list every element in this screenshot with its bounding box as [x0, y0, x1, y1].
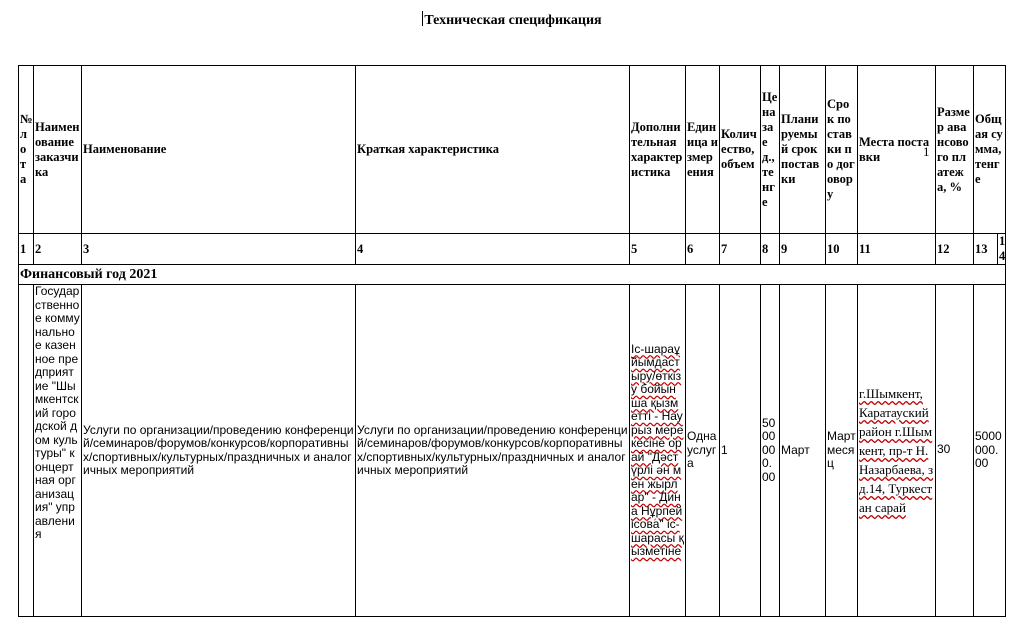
- cell-total: 5000000.00: [974, 285, 1006, 617]
- cell-place: [858, 285, 936, 617]
- column-number: 11: [858, 234, 936, 265]
- cell-unit-price: 5000000.00: [761, 285, 780, 617]
- cell-lot-empty: [19, 285, 34, 617]
- col-header-contract-term: Срок поставки по договору: [826, 66, 858, 234]
- column-number: 14: [999, 234, 1006, 263]
- col-header-unit-price: Цена за ед., тенге: [761, 66, 780, 234]
- column-number: 12: [936, 234, 974, 265]
- column-number: 6: [686, 234, 720, 265]
- advance-value: 30: [937, 441, 951, 456]
- cell-quantity: 1: [720, 285, 761, 617]
- place-text: г.Шымкент, Каратауский район г.Шымкент, пр-т Н.Назарбаева, зд.14, Туркестан сарай: [859, 386, 934, 515]
- lot-number: 1: [923, 144, 930, 159]
- column-number: 4: [356, 234, 630, 265]
- column-number: 1: [19, 234, 34, 265]
- table-row: [19, 285, 1006, 617]
- document-title: Техническая спецификация: [424, 13, 602, 28]
- column-number-row: [19, 234, 1006, 265]
- specification-table: [18, 65, 1006, 617]
- cell-planned-term: Март: [780, 285, 826, 617]
- col-header-place: Места поставки: [858, 66, 936, 234]
- column-number: 2: [34, 234, 82, 265]
- cell-contract-term: Март месяц: [826, 285, 858, 617]
- col-header-name: Наименование: [82, 66, 356, 234]
- column-number: 5: [630, 234, 686, 265]
- cell-customer: Государственное коммунальное казенное предприятие "Шымкентский городской дом культуры" концертная организация" управления: [34, 285, 82, 617]
- column-number: 7: [720, 234, 761, 265]
- col-header-total: Общая сумма, тенге: [974, 66, 1006, 234]
- fiscal-year-label: Финансовый год 2021: [19, 265, 1006, 285]
- column-number: 10: [826, 234, 858, 265]
- col-header-short-description: Краткая характеристика: [356, 66, 630, 234]
- column-number: 9: [780, 234, 826, 265]
- header-row: [19, 66, 1006, 234]
- cell-name: Услуги по организации/проведению конференций/семинаров/форумов/конкурсов/корпоративных/спортивных/культурных/праздничных и аналогичных мероприятий: [82, 285, 356, 617]
- additional-description-text: Іс-шараұйымдастыру/өткізу бойынша қызметті - Наурыз мерекесіне орай "Дәстүрлі ән мен жырлар" - Дина Нұрпейісова" іс-шарасы қызметіне: [631, 341, 684, 558]
- column-number: 8: [761, 234, 780, 265]
- col-header-unit: Единица измерения: [686, 66, 720, 234]
- column-number: 3: [82, 234, 356, 265]
- col-header-customer: Наименование заказчика: [34, 66, 82, 234]
- col-header-quantity: Количество, объем: [720, 66, 761, 234]
- col-header-planned-term: Планируемый срок поставки: [780, 66, 826, 234]
- col-header-additional-description: Дополнительная характеристика: [630, 66, 686, 234]
- column-number: 13: [974, 234, 998, 265]
- fiscal-year-row: [19, 265, 1006, 285]
- cell-additional-description: [630, 285, 686, 617]
- cell-short-description: Услуги по организации/проведению конференций/семинаров/форумов/конкурсов/корпоративных/спортивных/культурных/праздничных и аналогичных мероприятий: [356, 285, 630, 617]
- col-header-advance: Размер авансового платежа, %: [936, 66, 974, 234]
- cell-unit: Одна услуга: [686, 285, 720, 617]
- col-header-lot: № лота: [19, 66, 34, 234]
